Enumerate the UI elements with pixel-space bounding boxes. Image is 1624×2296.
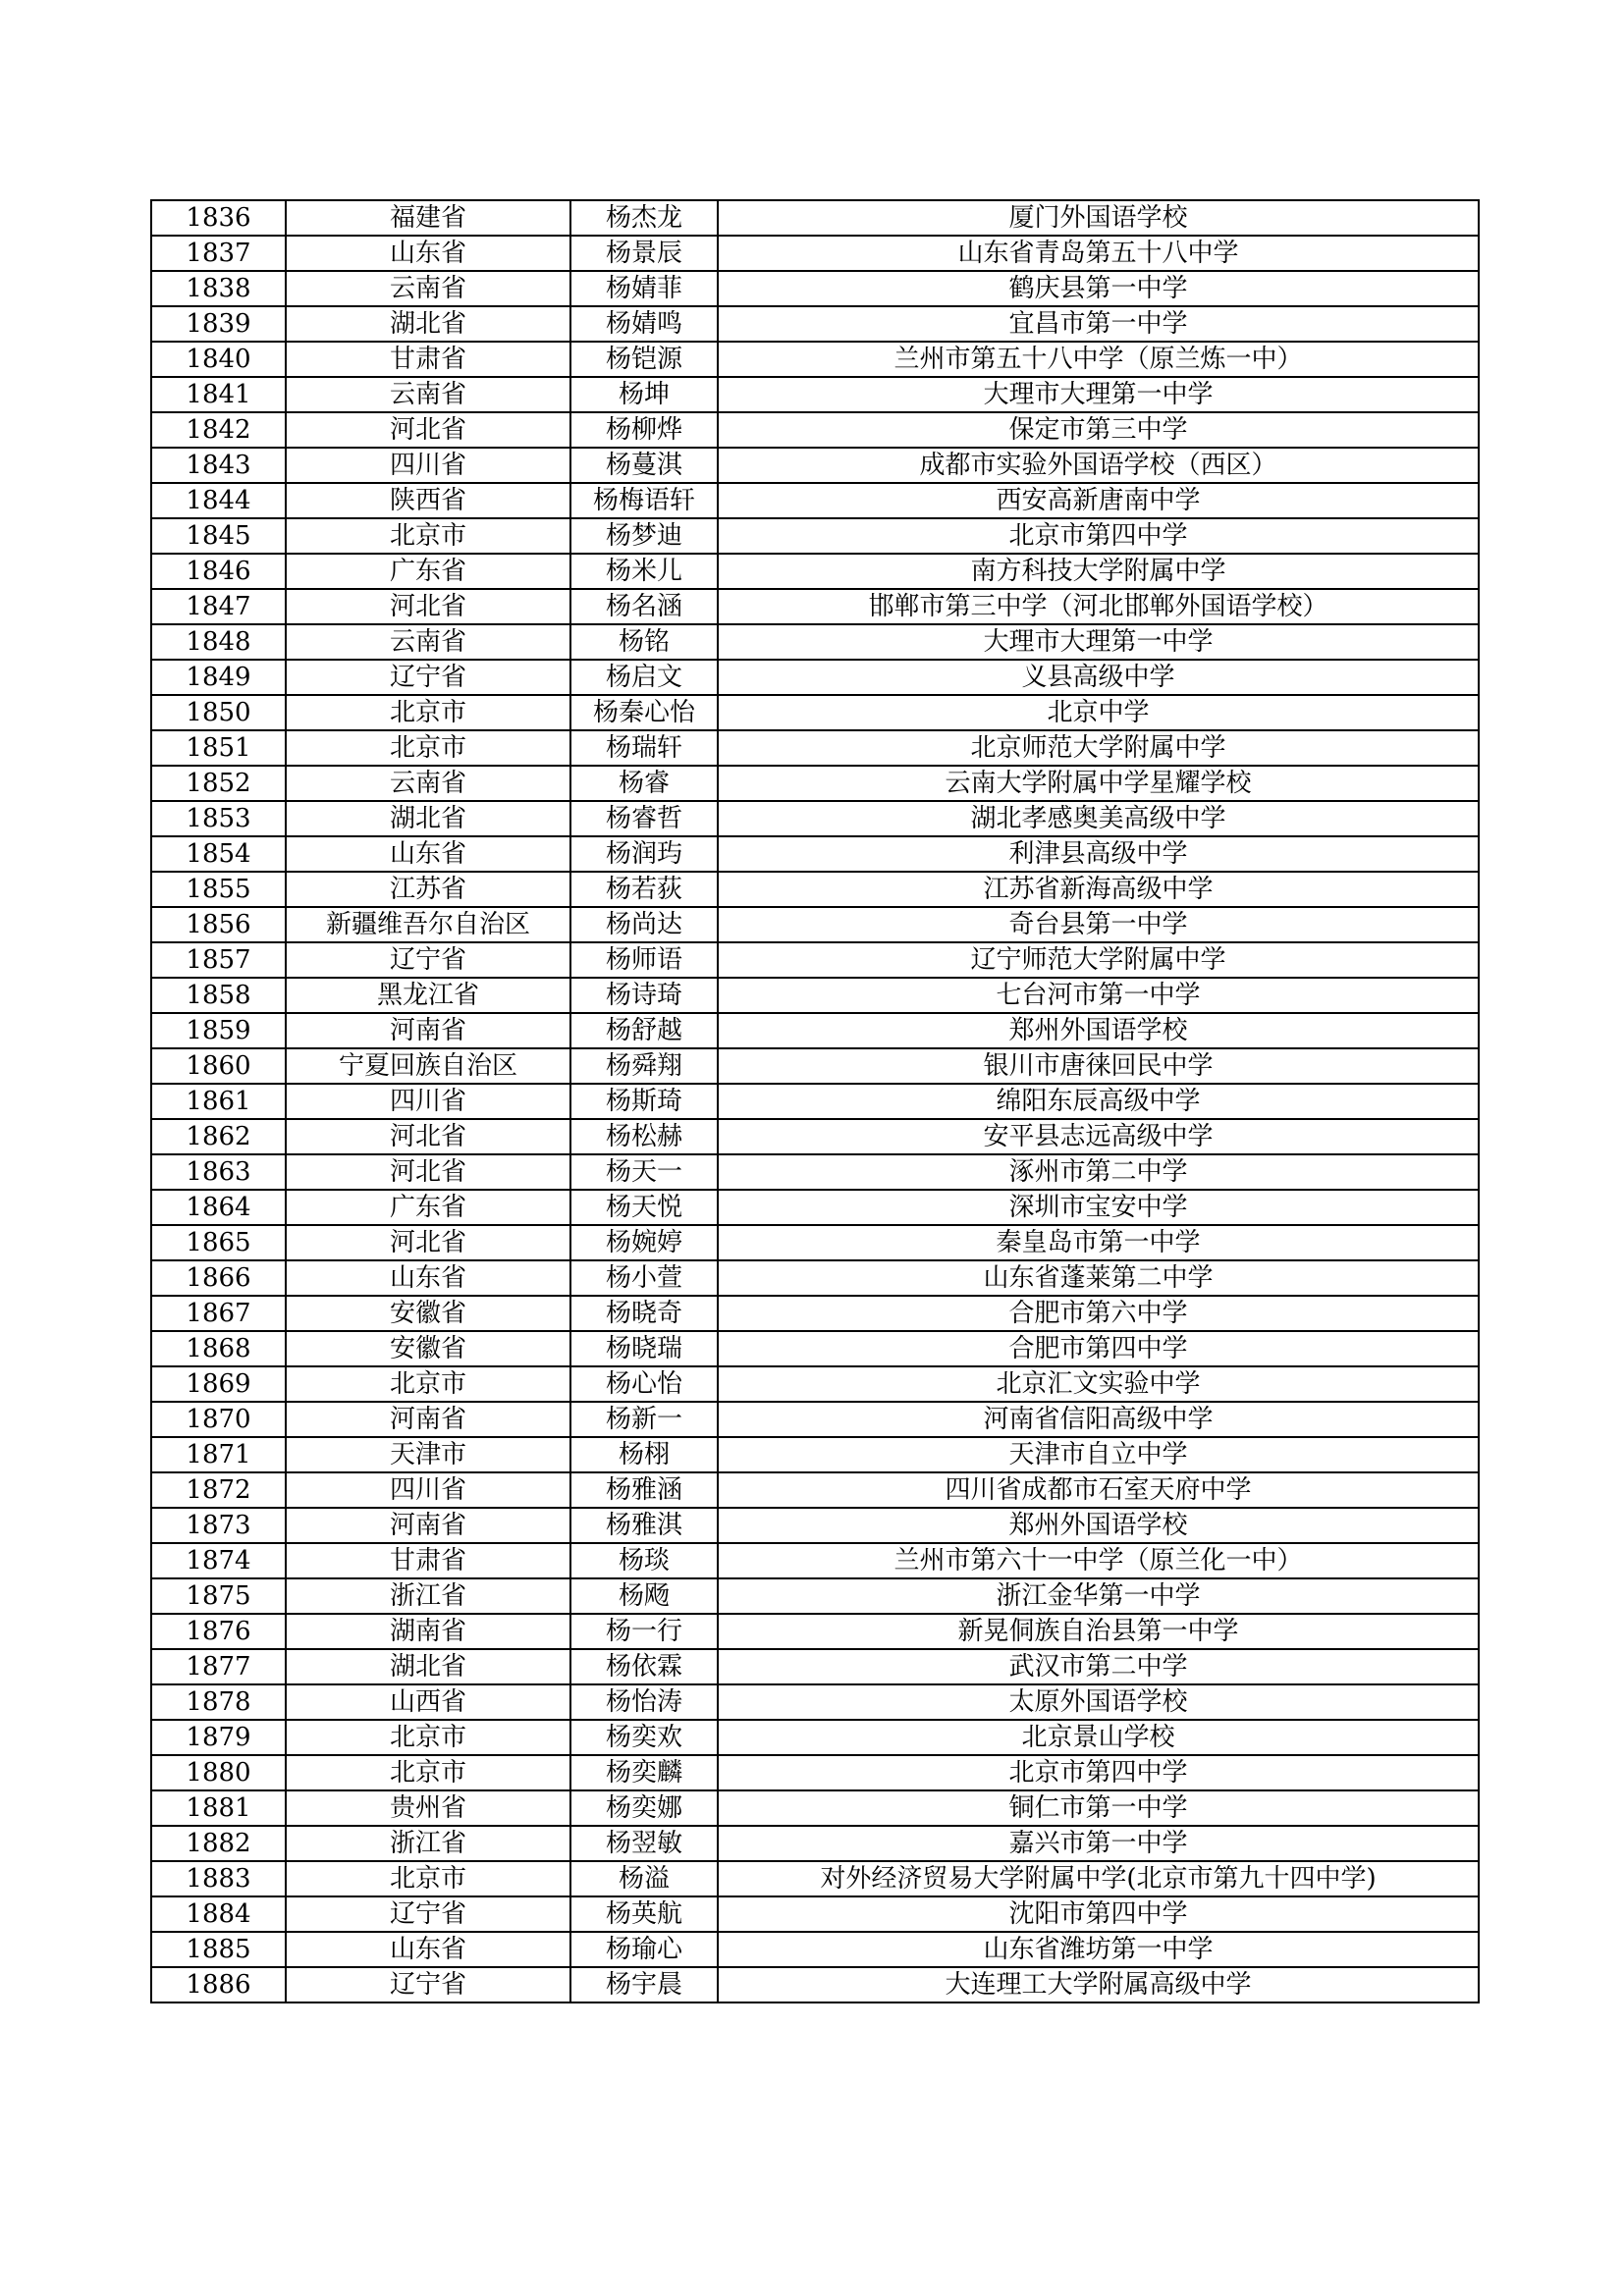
- table-row: [151, 766, 1479, 801]
- student-name-cell: 杨奕娜: [570, 1790, 718, 1826]
- school-cell: 郑州外国语学校: [718, 1508, 1479, 1543]
- school-cell: 大理市大理第一中学: [718, 624, 1479, 660]
- table-row: [151, 1720, 1479, 1755]
- school-cell: 太原外国语学校: [718, 1684, 1479, 1720]
- student-name-cell: 杨米儿: [570, 554, 718, 589]
- row-number-cell: 1839: [151, 306, 286, 342]
- school-cell: 北京师范大学附属中学: [718, 730, 1479, 766]
- province-cell: 广东省: [286, 554, 570, 589]
- student-name-cell: 杨栩: [570, 1437, 718, 1472]
- province-cell: 云南省: [286, 377, 570, 412]
- student-name-cell: 杨睿哲: [570, 801, 718, 836]
- province-cell: 四川省: [286, 1084, 570, 1119]
- row-number-cell: 1856: [151, 907, 286, 942]
- school-cell: 嘉兴市第一中学: [718, 1826, 1479, 1861]
- table-row: [151, 1225, 1479, 1260]
- province-cell: 湖北省: [286, 306, 570, 342]
- row-number-cell: 1844: [151, 483, 286, 518]
- row-number-cell: 1871: [151, 1437, 286, 1472]
- school-cell: 沈阳市第四中学: [718, 1896, 1479, 1932]
- province-cell: 山东省: [286, 1260, 570, 1296]
- school-cell: 绵阳东辰高级中学: [718, 1084, 1479, 1119]
- table-row: [151, 236, 1479, 271]
- province-cell: 河南省: [286, 1508, 570, 1543]
- table-row: [151, 1296, 1479, 1331]
- row-number-cell: 1859: [151, 1013, 286, 1048]
- row-number-cell: 1880: [151, 1755, 286, 1790]
- table-row: [151, 1896, 1479, 1932]
- table-row: [151, 1013, 1479, 1048]
- province-cell: 河北省: [286, 1225, 570, 1260]
- row-number-cell: 1865: [151, 1225, 286, 1260]
- row-number-cell: 1882: [151, 1826, 286, 1861]
- table-row: [151, 342, 1479, 377]
- school-cell: 北京中学: [718, 695, 1479, 730]
- student-name-cell: 杨婧菲: [570, 271, 718, 306]
- row-number-cell: 1878: [151, 1684, 286, 1720]
- province-cell: 山东省: [286, 1932, 570, 1967]
- province-cell: 北京市: [286, 1720, 570, 1755]
- row-number-cell: 1877: [151, 1649, 286, 1684]
- school-cell: 奇台县第一中学: [718, 907, 1479, 942]
- table-row: [151, 1826, 1479, 1861]
- student-name-cell: 杨铭: [570, 624, 718, 660]
- table-row: [151, 1578, 1479, 1614]
- row-number-cell: 1875: [151, 1578, 286, 1614]
- province-cell: 四川省: [286, 448, 570, 483]
- student-name-cell: 杨蔓淇: [570, 448, 718, 483]
- school-cell: 四川省成都市石室天府中学: [718, 1472, 1479, 1508]
- student-name-cell: 杨翌敏: [570, 1826, 718, 1861]
- student-name-cell: 杨润玙: [570, 836, 718, 872]
- table-row: [151, 271, 1479, 306]
- student-name-cell: 杨天一: [570, 1154, 718, 1190]
- student-name-cell: 杨雅涵: [570, 1472, 718, 1508]
- table-row: [151, 1190, 1479, 1225]
- row-number-cell: 1886: [151, 1967, 286, 2002]
- table-row: [151, 1119, 1479, 1154]
- province-cell: 宁夏回族自治区: [286, 1048, 570, 1084]
- roster-table-body: [151, 200, 1479, 2002]
- school-cell: 合肥市第四中学: [718, 1331, 1479, 1366]
- table-row: [151, 695, 1479, 730]
- student-name-cell: 杨依霖: [570, 1649, 718, 1684]
- row-number-cell: 1873: [151, 1508, 286, 1543]
- student-name-cell: 杨一行: [570, 1614, 718, 1649]
- table-row: [151, 730, 1479, 766]
- student-name-cell: 杨舒越: [570, 1013, 718, 1048]
- student-name-cell: 杨秦心怡: [570, 695, 718, 730]
- province-cell: 河南省: [286, 1402, 570, 1437]
- school-cell: 辽宁师范大学附属中学: [718, 942, 1479, 978]
- student-name-cell: 杨婉婷: [570, 1225, 718, 1260]
- row-number-cell: 1840: [151, 342, 286, 377]
- row-number-cell: 1842: [151, 412, 286, 448]
- student-name-cell: 杨梦迪: [570, 518, 718, 554]
- student-name-cell: 杨宇晨: [570, 1967, 718, 2002]
- row-number-cell: 1869: [151, 1366, 286, 1402]
- student-name-cell: 杨溢: [570, 1861, 718, 1896]
- province-cell: 安徽省: [286, 1296, 570, 1331]
- school-cell: 成都市实验外国语学校（西区）: [718, 448, 1479, 483]
- student-name-cell: 杨晓奇: [570, 1296, 718, 1331]
- student-name-cell: 杨奕欢: [570, 1720, 718, 1755]
- school-cell: 深圳市宝安中学: [718, 1190, 1479, 1225]
- student-name-cell: 杨飏: [570, 1578, 718, 1614]
- province-cell: 湖南省: [286, 1614, 570, 1649]
- province-cell: 河北省: [286, 412, 570, 448]
- row-number-cell: 1847: [151, 589, 286, 624]
- table-row: [151, 942, 1479, 978]
- student-name-cell: 杨坤: [570, 377, 718, 412]
- row-number-cell: 1848: [151, 624, 286, 660]
- row-number-cell: 1854: [151, 836, 286, 872]
- table-row: [151, 1472, 1479, 1508]
- table-row: [151, 1437, 1479, 1472]
- school-cell: 涿州市第二中学: [718, 1154, 1479, 1190]
- table-row: [151, 448, 1479, 483]
- school-cell: 北京景山学校: [718, 1720, 1479, 1755]
- row-number-cell: 1857: [151, 942, 286, 978]
- student-name-cell: 杨怡涛: [570, 1684, 718, 1720]
- school-cell: 对外经济贸易大学附属中学(北京市第九十四中学): [718, 1861, 1479, 1896]
- student-name-cell: 杨斯琦: [570, 1084, 718, 1119]
- student-name-cell: 杨新一: [570, 1402, 718, 1437]
- school-cell: 大理市大理第一中学: [718, 377, 1479, 412]
- row-number-cell: 1863: [151, 1154, 286, 1190]
- table-row: [151, 1048, 1479, 1084]
- row-number-cell: 1867: [151, 1296, 286, 1331]
- row-number-cell: 1874: [151, 1543, 286, 1578]
- row-number-cell: 1836: [151, 200, 286, 236]
- province-cell: 广东省: [286, 1190, 570, 1225]
- school-cell: 江苏省新海高级中学: [718, 872, 1479, 907]
- student-name-cell: 杨若荻: [570, 872, 718, 907]
- province-cell: 北京市: [286, 1861, 570, 1896]
- school-cell: 邯郸市第三中学（河北邯郸外国语学校）: [718, 589, 1479, 624]
- student-name-cell: 杨雅淇: [570, 1508, 718, 1543]
- province-cell: 北京市: [286, 1366, 570, 1402]
- row-number-cell: 1879: [151, 1720, 286, 1755]
- province-cell: 山东省: [286, 236, 570, 271]
- province-cell: 北京市: [286, 518, 570, 554]
- table-row: [151, 1154, 1479, 1190]
- province-cell: 陕西省: [286, 483, 570, 518]
- school-cell: 天津市自立中学: [718, 1437, 1479, 1472]
- school-cell: 保定市第三中学: [718, 412, 1479, 448]
- province-cell: 辽宁省: [286, 1967, 570, 2002]
- row-number-cell: 1864: [151, 1190, 286, 1225]
- table-row: [151, 1084, 1479, 1119]
- province-cell: 云南省: [286, 271, 570, 306]
- school-cell: 宜昌市第一中学: [718, 306, 1479, 342]
- province-cell: 云南省: [286, 624, 570, 660]
- student-name-cell: 杨晓瑞: [570, 1331, 718, 1366]
- table-row: [151, 907, 1479, 942]
- school-cell: 河南省信阳高级中学: [718, 1402, 1479, 1437]
- school-cell: 合肥市第六中学: [718, 1296, 1479, 1331]
- school-cell: 七台河市第一中学: [718, 978, 1479, 1013]
- table-row: [151, 1366, 1479, 1402]
- roster-table: [150, 199, 1480, 2003]
- row-number-cell: 1849: [151, 660, 286, 695]
- student-name-cell: 杨小萱: [570, 1260, 718, 1296]
- table-row: [151, 978, 1479, 1013]
- table-row: [151, 1402, 1479, 1437]
- row-number-cell: 1851: [151, 730, 286, 766]
- student-name-cell: 杨瑞轩: [570, 730, 718, 766]
- province-cell: 辽宁省: [286, 942, 570, 978]
- table-row: [151, 200, 1479, 236]
- school-cell: 利津县高级中学: [718, 836, 1479, 872]
- school-cell: 银川市唐徕回民中学: [718, 1048, 1479, 1084]
- table-row: [151, 1649, 1479, 1684]
- province-cell: 河南省: [286, 1013, 570, 1048]
- school-cell: 浙江金华第一中学: [718, 1578, 1479, 1614]
- student-name-cell: 杨英航: [570, 1896, 718, 1932]
- row-number-cell: 1843: [151, 448, 286, 483]
- student-name-cell: 杨杰龙: [570, 200, 718, 236]
- student-name-cell: 杨奕麟: [570, 1755, 718, 1790]
- row-number-cell: 1846: [151, 554, 286, 589]
- student-name-cell: 杨松赫: [570, 1119, 718, 1154]
- student-name-cell: 杨瑜心: [570, 1932, 718, 1967]
- province-cell: 福建省: [286, 200, 570, 236]
- school-cell: 山东省青岛第五十八中学: [718, 236, 1479, 271]
- school-cell: 湖北孝感奥美高级中学: [718, 801, 1479, 836]
- table-row: [151, 412, 1479, 448]
- table-row: [151, 1260, 1479, 1296]
- row-number-cell: 1868: [151, 1331, 286, 1366]
- province-cell: 湖北省: [286, 1649, 570, 1684]
- province-cell: 安徽省: [286, 1331, 570, 1366]
- province-cell: 山东省: [286, 836, 570, 872]
- row-number-cell: 1841: [151, 377, 286, 412]
- school-cell: 安平县志远高级中学: [718, 1119, 1479, 1154]
- row-number-cell: 1845: [151, 518, 286, 554]
- province-cell: 新疆维吾尔自治区: [286, 907, 570, 942]
- student-name-cell: 杨舜翔: [570, 1048, 718, 1084]
- province-cell: 江苏省: [286, 872, 570, 907]
- table-row: [151, 836, 1479, 872]
- row-number-cell: 1850: [151, 695, 286, 730]
- table-row: [151, 660, 1479, 695]
- row-number-cell: 1838: [151, 271, 286, 306]
- school-cell: 南方科技大学附属中学: [718, 554, 1479, 589]
- school-cell: 新晃侗族自治县第一中学: [718, 1614, 1479, 1649]
- school-cell: 北京市第四中学: [718, 518, 1479, 554]
- table-row: [151, 1614, 1479, 1649]
- row-number-cell: 1883: [151, 1861, 286, 1896]
- school-cell: 郑州外国语学校: [718, 1013, 1479, 1048]
- school-cell: 秦皇岛市第一中学: [718, 1225, 1479, 1260]
- student-name-cell: 杨梅语轩: [570, 483, 718, 518]
- school-cell: 北京汇文实验中学: [718, 1366, 1479, 1402]
- school-cell: 义县高级中学: [718, 660, 1479, 695]
- school-cell: 山东省蓬莱第二中学: [718, 1260, 1479, 1296]
- row-number-cell: 1837: [151, 236, 286, 271]
- school-cell: 西安高新唐南中学: [718, 483, 1479, 518]
- table-row: [151, 1508, 1479, 1543]
- table-row: [151, 1755, 1479, 1790]
- province-cell: 湖北省: [286, 801, 570, 836]
- table-row: [151, 1790, 1479, 1826]
- province-cell: 河北省: [286, 1119, 570, 1154]
- row-number-cell: 1881: [151, 1790, 286, 1826]
- row-number-cell: 1858: [151, 978, 286, 1013]
- student-name-cell: 杨名涵: [570, 589, 718, 624]
- row-number-cell: 1862: [151, 1119, 286, 1154]
- student-name-cell: 杨启文: [570, 660, 718, 695]
- row-number-cell: 1872: [151, 1472, 286, 1508]
- school-cell: 北京市第四中学: [718, 1755, 1479, 1790]
- student-name-cell: 杨诗琦: [570, 978, 718, 1013]
- province-cell: 甘肃省: [286, 1543, 570, 1578]
- table-row: [151, 1331, 1479, 1366]
- table-row: [151, 1861, 1479, 1896]
- row-number-cell: 1876: [151, 1614, 286, 1649]
- table-row: [151, 872, 1479, 907]
- table-row: [151, 377, 1479, 412]
- student-name-cell: 杨睿: [570, 766, 718, 801]
- province-cell: 北京市: [286, 1755, 570, 1790]
- row-number-cell: 1860: [151, 1048, 286, 1084]
- province-cell: 河北省: [286, 1154, 570, 1190]
- row-number-cell: 1870: [151, 1402, 286, 1437]
- table-row: [151, 306, 1479, 342]
- school-cell: 鹤庆县第一中学: [718, 271, 1479, 306]
- table-row: [151, 1684, 1479, 1720]
- student-name-cell: 杨琰: [570, 1543, 718, 1578]
- table-row: [151, 1967, 1479, 2002]
- row-number-cell: 1884: [151, 1896, 286, 1932]
- row-number-cell: 1885: [151, 1932, 286, 1967]
- table-row: [151, 518, 1479, 554]
- school-cell: 大连理工大学附属高级中学: [718, 1967, 1479, 2002]
- province-cell: 山西省: [286, 1684, 570, 1720]
- student-name-cell: 杨景辰: [570, 236, 718, 271]
- school-cell: 厦门外国语学校: [718, 200, 1479, 236]
- table-row: [151, 1543, 1479, 1578]
- province-cell: 甘肃省: [286, 342, 570, 377]
- province-cell: 河北省: [286, 589, 570, 624]
- table-row: [151, 1932, 1479, 1967]
- row-number-cell: 1855: [151, 872, 286, 907]
- province-cell: 四川省: [286, 1472, 570, 1508]
- student-name-cell: 杨柳烨: [570, 412, 718, 448]
- province-cell: 黑龙江省: [286, 978, 570, 1013]
- province-cell: 北京市: [286, 730, 570, 766]
- province-cell: 辽宁省: [286, 1896, 570, 1932]
- province-cell: 天津市: [286, 1437, 570, 1472]
- student-name-cell: 杨铠源: [570, 342, 718, 377]
- province-cell: 贵州省: [286, 1790, 570, 1826]
- province-cell: 辽宁省: [286, 660, 570, 695]
- school-cell: 云南大学附属中学星耀学校: [718, 766, 1479, 801]
- school-cell: 铜仁市第一中学: [718, 1790, 1479, 1826]
- province-cell: 云南省: [286, 766, 570, 801]
- student-name-cell: 杨心怡: [570, 1366, 718, 1402]
- row-number-cell: 1852: [151, 766, 286, 801]
- table-row: [151, 624, 1479, 660]
- province-cell: 浙江省: [286, 1826, 570, 1861]
- student-name-cell: 杨天悦: [570, 1190, 718, 1225]
- row-number-cell: 1866: [151, 1260, 286, 1296]
- student-name-cell: 杨师语: [570, 942, 718, 978]
- row-number-cell: 1853: [151, 801, 286, 836]
- school-cell: 武汉市第二中学: [718, 1649, 1479, 1684]
- school-cell: 山东省潍坊第一中学: [718, 1932, 1479, 1967]
- table-row: [151, 801, 1479, 836]
- school-cell: 兰州市第六十一中学（原兰化一中）: [718, 1543, 1479, 1578]
- table-row: [151, 554, 1479, 589]
- table-row: [151, 589, 1479, 624]
- table-row: [151, 483, 1479, 518]
- school-cell: 兰州市第五十八中学（原兰炼一中）: [718, 342, 1479, 377]
- province-cell: 北京市: [286, 695, 570, 730]
- student-name-cell: 杨婧鸣: [570, 306, 718, 342]
- student-name-cell: 杨尚达: [570, 907, 718, 942]
- row-number-cell: 1861: [151, 1084, 286, 1119]
- province-cell: 浙江省: [286, 1578, 570, 1614]
